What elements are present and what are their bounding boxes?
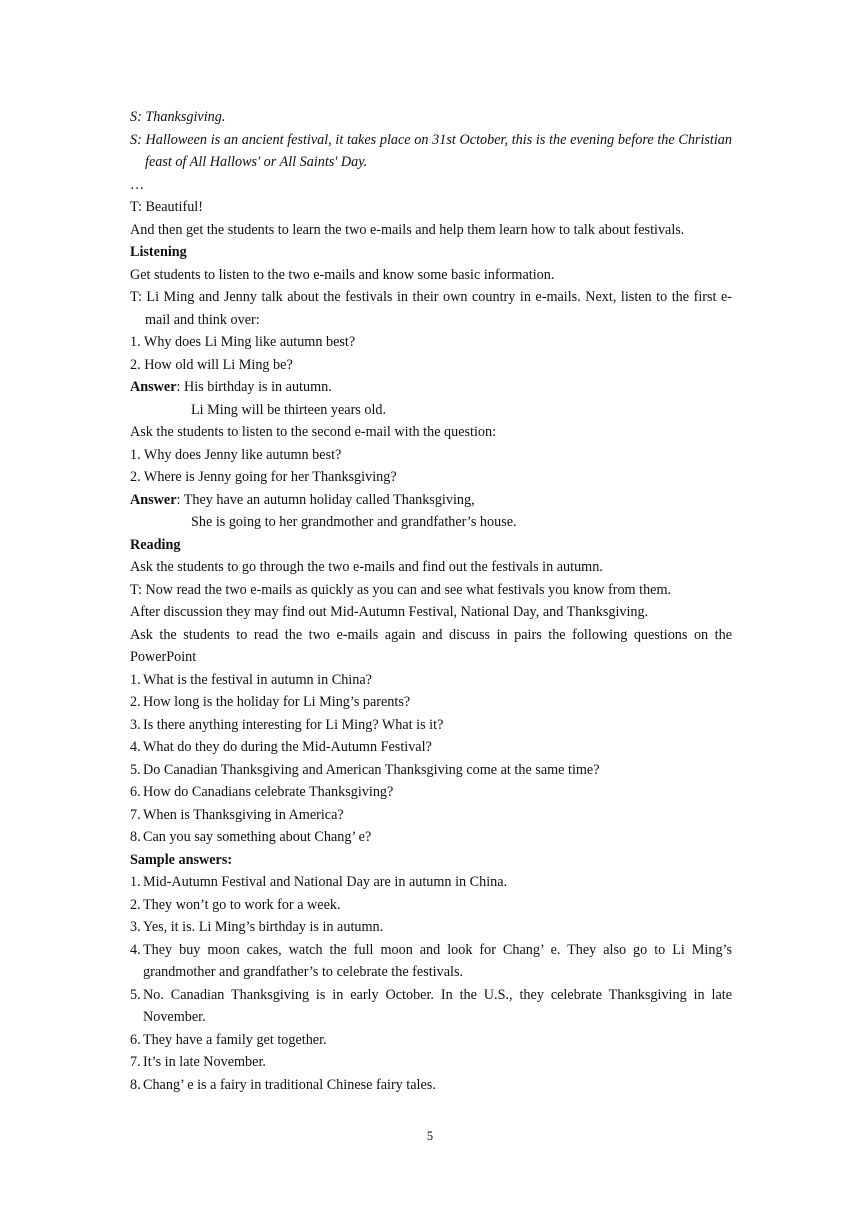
question: 2. How old will Li Ming be? bbox=[130, 356, 293, 373]
list-item bbox=[130, 669, 732, 692]
answer-list bbox=[130, 871, 732, 1096]
item-text: No. Canadian Thanksgiving is in early October. In the U.S., they celebrate Thanksgiving in late November. bbox=[143, 986, 732, 1025]
list-item bbox=[130, 826, 732, 849]
item-number: 7. bbox=[130, 1054, 141, 1070]
answer-label: Answer bbox=[130, 379, 177, 395]
item-number: 5. bbox=[130, 986, 141, 1003]
item-text: How long is the holiday for Li Ming’s parents? bbox=[143, 694, 411, 710]
item-number: 7. bbox=[130, 806, 141, 823]
answer-line bbox=[130, 489, 732, 512]
item-text: Do Canadian Thanksgiving and American Thanksgiving come at the same time? bbox=[143, 761, 600, 778]
item-text: Yes, it is. Li Ming’s birthday is in autumn. bbox=[143, 919, 384, 935]
answer-text: Li Ming will be thirteen years old. bbox=[191, 401, 387, 418]
list-item bbox=[130, 1074, 732, 1097]
item-text: They buy moon cakes, watch the full moon and look for Chang’ e. They also go to Li Ming’s grandmother and grandfather’s to celebrate the festivals. bbox=[143, 941, 732, 980]
page-number: 5 bbox=[426, 1129, 434, 1143]
paragraph: Ask the students to go through the two e-mails and find out the festivals in autumn. bbox=[130, 559, 603, 575]
student-line: S: Thanksgiving. bbox=[130, 109, 226, 125]
student-line: S: Halloween is an ancient festival, it takes place on 31st October, this is the evening before the Christian feast of All Hallows' or All Saints' Day. bbox=[130, 131, 732, 170]
question-list bbox=[130, 669, 732, 849]
item-text: They have a family get together. bbox=[143, 1031, 327, 1048]
list-item bbox=[130, 984, 732, 1029]
list-item bbox=[130, 1029, 732, 1052]
item-number: 4. bbox=[130, 739, 141, 755]
section-heading-listening: Listening bbox=[130, 244, 187, 260]
list-item bbox=[130, 939, 732, 984]
teacher-line: T: Li Ming and Jenny talk about the festivals in their own country in e-mails. Next, listen to the first e-mail and think over: bbox=[130, 289, 732, 328]
item-text: Is there anything interesting for Li Ming? What is it? bbox=[143, 716, 444, 733]
question: 2. Where is Jenny going for her Thanksgiving? bbox=[130, 469, 397, 485]
answer-text: She is going to her grandmother and grandfather’s house. bbox=[191, 514, 517, 530]
item-number: 8. bbox=[130, 829, 141, 845]
list-item bbox=[130, 781, 732, 804]
item-number: 4. bbox=[130, 941, 141, 958]
item-number: 6. bbox=[130, 1031, 141, 1048]
item-text: It’s in late November. bbox=[143, 1054, 266, 1070]
question: 1. Why does Li Ming like autumn best? bbox=[130, 334, 356, 350]
list-item bbox=[130, 714, 732, 737]
item-number: 6. bbox=[130, 784, 141, 800]
teacher-line: T: Now read the two e-mails as quickly as you can and see what festivals you know from them. bbox=[130, 581, 672, 598]
paragraph: Ask the students to listen to the second e-mail with the question: bbox=[130, 424, 497, 440]
item-text: Chang’ e is a fairy in traditional Chinese fairy tales. bbox=[143, 1076, 436, 1093]
ellipsis: … bbox=[130, 176, 145, 193]
item-number: 5. bbox=[130, 761, 141, 778]
item-number: 1. bbox=[130, 671, 141, 688]
item-text: What do they do during the Mid-Autumn Festival? bbox=[143, 739, 432, 755]
section-heading-reading: Reading bbox=[130, 536, 181, 553]
item-number: 1. bbox=[130, 874, 141, 890]
answer-label: Answer bbox=[130, 491, 177, 508]
list-item bbox=[130, 894, 732, 917]
paragraph: Get students to listen to the two e-mails and know some basic information. bbox=[130, 266, 555, 283]
document-body bbox=[130, 106, 732, 1096]
item-number: 2. bbox=[130, 694, 141, 710]
item-number: 8. bbox=[130, 1076, 141, 1093]
teacher-line: T: Beautiful! bbox=[130, 199, 203, 215]
item-text: When is Thanksgiving in America? bbox=[143, 806, 344, 823]
list-item bbox=[130, 871, 732, 894]
answer-line bbox=[130, 376, 732, 399]
item-text: What is the festival in autumn in China? bbox=[143, 671, 372, 688]
item-number: 3. bbox=[130, 919, 141, 935]
question: 1. Why does Jenny like autumn best? bbox=[130, 446, 342, 463]
sample-answers-heading: Sample answers: bbox=[130, 851, 233, 868]
item-text: They won’t go to work for a week. bbox=[143, 896, 341, 913]
item-text: How do Canadians celebrate Thanksgiving? bbox=[143, 784, 394, 800]
answer-text: : His birthday is in autumn. bbox=[176, 379, 332, 395]
list-item bbox=[130, 804, 732, 827]
list-item bbox=[130, 759, 732, 782]
answer-text: : They have an autumn holiday called Thanksgiving, bbox=[176, 491, 475, 508]
list-item bbox=[130, 1051, 732, 1074]
item-number: 2. bbox=[130, 896, 141, 913]
list-item bbox=[130, 916, 732, 939]
item-text: Mid-Autumn Festival and National Day are in autumn in China. bbox=[143, 874, 508, 890]
list-item bbox=[130, 691, 732, 714]
paragraph: Ask the students to read the two e-mails again and discuss in pairs the following questions on the PowerPoint bbox=[130, 626, 732, 665]
list-item bbox=[130, 736, 732, 759]
item-text: Can you say something about Chang’ e? bbox=[143, 829, 372, 845]
item-number: 3. bbox=[130, 716, 141, 733]
paragraph: And then get the students to learn the two e-mails and help them learn how to talk about festivals. bbox=[130, 221, 685, 238]
paragraph: After discussion they may find out Mid-Autumn Festival, National Day, and Thanksgiving. bbox=[130, 604, 649, 620]
